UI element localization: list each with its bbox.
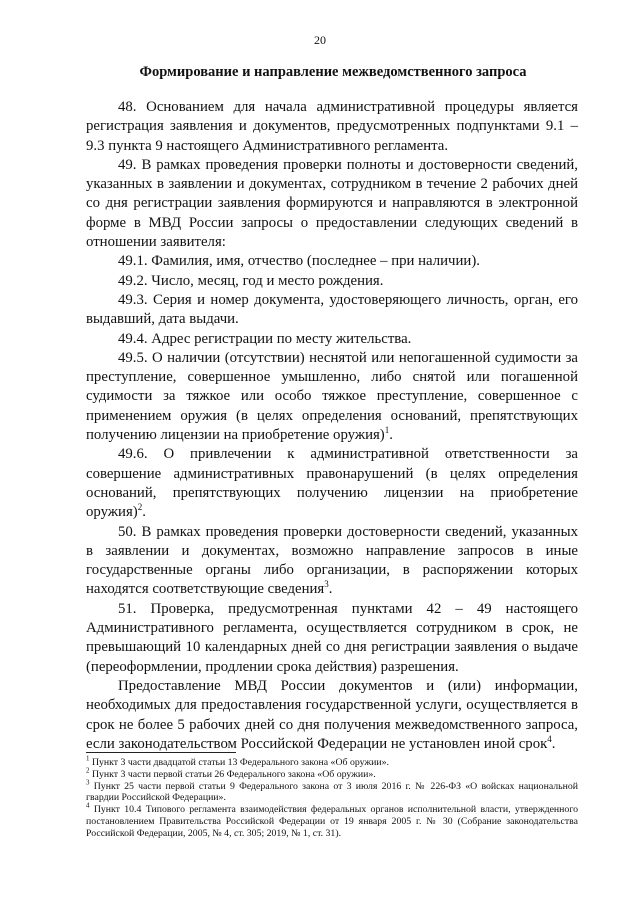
page-number: 20	[314, 33, 326, 47]
paragraph-49-1: 49.1. Фамилия, имя, отчество (последнее – при наличии).	[118, 253, 480, 270]
paragraph-49-4: 49.4. Адрес регистрации по месту жительства.	[118, 330, 412, 347]
paragraph-provision: Предоставление МВД России документов и (или) информации, необходимых для предоставления государственной услуги, осуществляется в срок не более 5 рабочих дней со дня получения межведомственного запроса, если законодательством Российской Федерации не установлен иной срок$^4$.	[86, 677, 578, 752]
paragraph-49-5: 49.5. О наличии (отсутствии) неснятой или непогашенной судимости за преступление, совершенное умышленно, либо снятой или погашенной судимости за тяжкое или особо тяжкое преступление, совершенное с применением оружия (в целях определения оснований, препятствующих получению лицензии на приобретение оружия)$^1$.	[86, 349, 578, 444]
footnote-3: $^3$ Пункт 25 части первой статьи 9 Федерального закона от 3 июля 2016 г. № 226-ФЗ «О войсках национальной гвардии Российской Федерации».	[86, 778, 578, 804]
footnote-1: $^1$ Пункт 3 части двадцатой статьи 13 Федерального закона «Об оружии».	[86, 754, 390, 768]
paragraph-51: 51. Проверка, предусмотренная пунктами 42 – 49 настоящего Административного регламента, осуществляется сотрудником в срок, не превышающий 10 календарных дней со дня регистрации заявления о выдаче (переоформлении, продлении срока действия) разрешения.	[86, 600, 578, 675]
paragraph-49-2: 49.2. Число, месяц, год и место рождения.	[118, 272, 384, 289]
footnote-ref[interactable]: 3	[324, 579, 329, 590]
paragraph-49-6: 49.6. О привлечении к административной ответственности за совершение административных правонарушений (в целях определения оснований, препятствующих получению лицензии на приобретение оружия)$^2$.	[86, 446, 578, 521]
footnote-ref[interactable]: 2	[137, 502, 143, 513]
footnote-2: $^2$ Пункт 3 части первой статьи 26 Федерального закона «Об оружии».	[86, 766, 376, 780]
footnotes	[86, 754, 578, 840]
footnote-4: $^4$ Пункт 10.4 Типового регламента взаимодействия федеральных органов исполнительной власти, утвержденного постановлением Правительства Российской Федерации от 19 января 2005 г. № 30 (Собрание законодательства Российской Федерации, 2005, № 4, ст. 305; 2019, № 1, ст. 31).	[86, 801, 578, 839]
paragraph-49-3: 49.3. Серия и номер документа, удостоверяющего личность, орган, его выдавший, дата выдачи.	[86, 291, 578, 328]
footnote-ref[interactable]: 4	[547, 733, 552, 744]
document-body	[86, 98, 578, 754]
footnote-ref[interactable]: 1	[384, 425, 390, 436]
paragraph-49: 49. В рамках проведения проверки полноты и достоверности сведений, указанных в заявлении и документах, сотрудником в течение 2 рабочих дней со дня регистрации заявления формируются и направляются в электронной форме в МВД России запросы о предоставлении следующих сведений в отношении заявителя:	[86, 156, 578, 251]
footnote-separator	[86, 752, 236, 753]
paragraph-48: 48. Основанием для начала административной процедуры является регистрация заявления и документов, предусмотренных подпунктами 9.1 – 9.3 пункта 9 настоящего Административного регламента.	[86, 99, 578, 154]
paragraph-50: 50. В рамках проведения проверки достоверности сведений, указанных в заявлении и документах, возможно направление запросов в иные государственные органы либо организации, в распоряжении которых находятся соответствующие сведения$^3$.	[86, 523, 578, 598]
section-heading: Формирование и направление межведомственного запроса	[139, 64, 527, 80]
